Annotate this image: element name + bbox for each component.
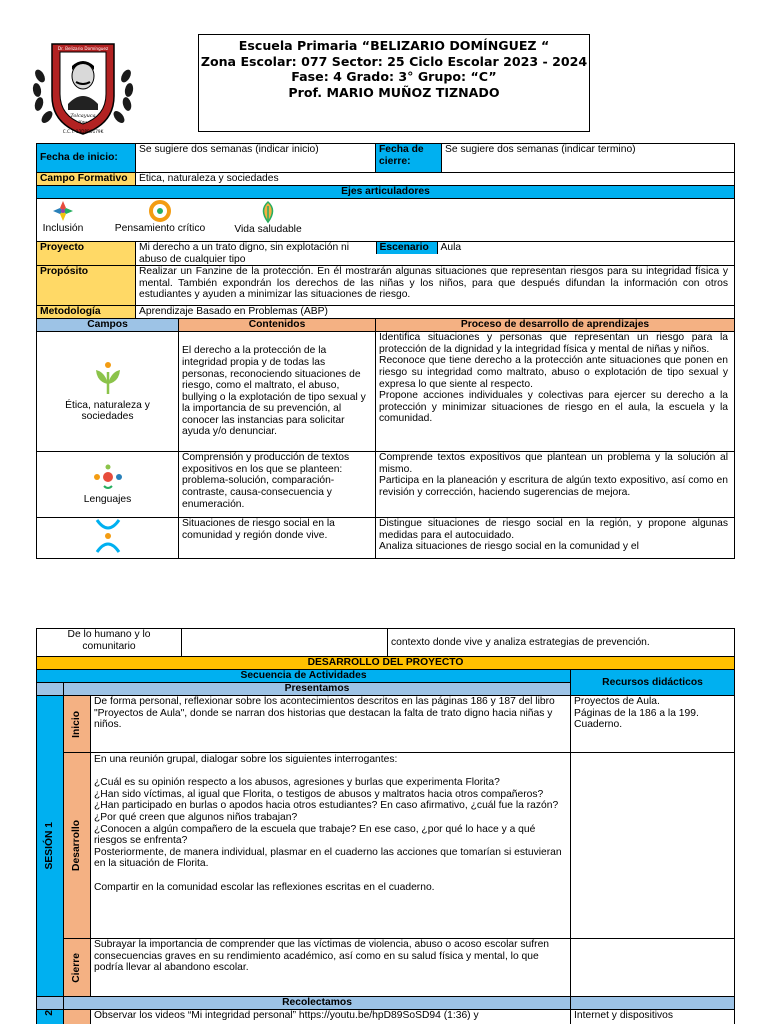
contenido-cont: [182, 629, 388, 657]
desarrollo-recursos: [571, 753, 735, 939]
desarrollo-title: DESARROLLO DEL PROYECTO: [37, 657, 735, 670]
logo-mid-text: Tolcayuca: [70, 113, 96, 119]
inicio-recursos: Proyectos de Aula. Páginas de la 186 a la 199. Cuaderno.: [571, 696, 735, 753]
campo-humano-cont: De lo humano y lo comunitario: [37, 629, 182, 657]
fecha-inicio-value: Se sugiere dos semanas (indicar inicio): [136, 144, 376, 173]
desarrollo-table: [36, 628, 735, 1024]
inclusion-icon: [52, 200, 74, 222]
proyecto-label: Proyecto: [37, 242, 136, 266]
lenguajes-icon: [91, 464, 125, 490]
fecha-cierre-value: Se sugiere dos semanas (indicar termino): [442, 144, 735, 173]
etica-icon: [93, 360, 123, 396]
sesion-1-label: SESIÓN 1: [44, 822, 56, 870]
blank-cell: [37, 997, 64, 1010]
campo-name: Lenguajes: [83, 493, 132, 505]
fecha-cierre-label: Fecha de cierre:: [376, 144, 442, 173]
escenario-value: Aula: [440, 242, 462, 253]
school-zone: Zona Escolar: 077 Sector: 25 Ciclo Escolar 2023 - 2024: [200, 53, 588, 69]
teacher-name: Prof. MARIO MUÑOZ TIZNADO: [288, 84, 500, 100]
desarrollo-cell: [64, 753, 91, 939]
proceso-humano: Distingue situaciones de riesgo social en la región, y propone algunas medidas para el autocuidado. Analiza situaciones de riesgo social en la comunidad y el: [376, 518, 735, 559]
campo-etica: [37, 332, 179, 452]
escenario-label: Escenario: [376, 242, 438, 254]
campo-formativo-value: Ética, naturaleza y sociedades: [136, 173, 735, 186]
recolectamos-label: Recolectamos: [64, 997, 571, 1010]
logo-mid-text-2: Hgo.: [78, 119, 88, 124]
contenido-etica: El derecho a la protección de la integridad propia y de todas las personas, reconociendo situaciones de riesgo, como el maltrato, el abuso, bullying o la explotación de tipo sexual y la importancia de su prevención, al conocer las instancias para solicitar ayuda y/o denunciar.: [179, 332, 376, 452]
cierre-recursos: [571, 939, 735, 997]
healthy-life-icon: [257, 200, 279, 224]
proposito-label: Propósito: [37, 266, 136, 306]
inicio-label: Inicio: [71, 710, 83, 738]
proyecto-value: Mi derecho a un trato digno, sin explotación ni abuso de cualquier tipo: [136, 242, 376, 266]
eje-label: Pensamiento crítico: [114, 223, 206, 234]
sesion-1-cell: [37, 696, 64, 997]
blank-cell: [571, 997, 735, 1010]
ejes-row: [37, 199, 735, 242]
campo-formativo-label: Campo Formativo: [37, 173, 136, 186]
col-campos: Campos: [37, 319, 179, 332]
campo-name: Ética, naturaleza y sociedades: [65, 399, 150, 423]
desarrollo-text: En una reunión grupal, dialogar sobre los siguientes interrogantes: ¿Cuál es su opinión respecto a los abusos, agresiones y burlas que experimenta Florita? ¿Han sido víctimas, al igual que Florita, o testigos de abusos y maltratos hacia otros compañeros? ¿Han participado en burlas o apodos hacia otros estudiantes? En caso afirmativo, ¿cuál fue la razón? ¿Por qué creen que algunos niños trabajan? ¿Conocen a algún compañero de la escuela que trabaje? En ese caso, ¿por qué lo hace y a qué riesgos se enfrenta? Posteriormente, de manera individual, plasmar en el cuaderno las acciones que tomarían si estuvieran en la situación de Florita. Compartir en la comunidad escolar las reflexiones escritas en el cuaderno.: [91, 753, 571, 939]
contenido-lenguajes: Comprensión y producción de textos expositivos en los que se planteen: problema-solución, comparación-contraste, causa-consecuencia y enumeración.: [179, 452, 376, 518]
secuencia-title: Secuencia de Actividades: [37, 670, 571, 683]
eje-inclusion: [39, 200, 87, 235]
next-text: Observar los videos “Mi integridad personal” https://youtu.be/hpD89SoSD94 (1:36) y: [91, 1010, 571, 1024]
eje-pensamiento: [105, 200, 215, 235]
planning-table: [36, 143, 735, 559]
school-phase: Fase: 4 Grado: 3° Grupo: “C”: [291, 69, 497, 84]
next-recursos: Internet y dispositivos: [571, 1010, 735, 1024]
desarrollo-label: Desarrollo: [71, 820, 83, 871]
sesion-2-cell: [37, 1010, 64, 1024]
escenario-cell: [376, 242, 735, 266]
next-phase-cell: [64, 1010, 91, 1024]
eje-label: Vida saludable: [234, 224, 302, 235]
logo-bottom-text: C.C.T. 13DPR0179K: [62, 129, 104, 134]
proceso-lenguajes: Comprende textos expositivos que plantean un problema y la solución al mismo. Participa en la planeación y escritura de algún texto expositivo, así como en revisión y corrección, haciendo sugerencias de mejora.: [376, 452, 735, 518]
proceso-etica: Identifica situaciones y personas que representan un riesgo para la protección de la dignidad y la integridad física y mental de niñas y niños. Reconoce que tiene derecho a la protección ante situaciones que ponen en riesgo su integridad como maltrato, abuso o explotación de tipo sexual y expresa lo que siente al respecto. Propone acciones individuales y colectivas para ejercer su derecho a la protección y minimizar situaciones de riesgo en el aula, la escuela y la comunidad.: [376, 332, 735, 452]
campo-humano: [37, 518, 179, 559]
page-2: [0, 628, 768, 1024]
proposito-value: Realizar un Fanzine de la protección. En él mostrarán algunas situaciones que representan riesgos para su integridad física y mental. También expondrán los derechos de las niñas y los niños, para que después difundan la información con otros estudiantes y ayuden a minimizar las situaciones de riesgo.: [136, 266, 735, 306]
ejes-title: Ejes articuladores: [37, 186, 735, 199]
logo-top-text: Dr. Belizario Domínguez: [57, 46, 109, 51]
inicio-text: De forma personal, reflexionar sobre los acontecimientos descritos en las páginas 186 y 187 del libro "Proyectos de Aula", donde se narran dos historias que destacan la falta de trato digno hacia niñas y niños.: [91, 696, 571, 753]
cierre-label: Cierre: [71, 952, 83, 983]
humano-comunitario-icon: [93, 518, 123, 554]
critical-thinking-icon: [148, 200, 172, 222]
recursos-title: Recursos didácticos: [571, 670, 735, 696]
cierre-cell: [64, 939, 91, 997]
sesion-2-label: 2: [44, 1010, 56, 1016]
school-logo: [28, 36, 138, 138]
eje-label: Inclusión: [42, 223, 84, 234]
school-header-box: [198, 34, 590, 132]
school-name: Escuela Primaria “BELIZARIO DOMÍNGUEZ “: [238, 38, 550, 53]
proceso-cont: contexto donde vive y analiza estrategias de prevención.: [388, 629, 735, 657]
metodologia-label: Metodología: [37, 306, 136, 319]
inicio-cell: [64, 696, 91, 753]
eje-vida-saludable: [233, 200, 303, 236]
blank-cell: [37, 683, 64, 696]
col-contenidos: Contenidos: [179, 319, 376, 332]
campo-lenguajes: [37, 452, 179, 518]
fecha-inicio-label: Fecha de inicio:: [37, 144, 136, 173]
col-proceso: Proceso de desarrollo de aprendizajes: [376, 319, 735, 332]
contenido-humano: Situaciones de riesgo social en la comunidad y región donde vive.: [179, 518, 376, 559]
metodologia-value: Aprendizaje Basado en Problemas (ABP): [136, 306, 735, 319]
cierre-text: Subrayar la importancia de comprender que las víctimas de violencia, abuso o acoso escolar sufren consecuencias graves en su rendimiento académico, así como en su salud física y mental, lo que podría llevar al abandono escolar.: [91, 939, 571, 997]
presentamos-label: Presentamos: [64, 683, 571, 696]
